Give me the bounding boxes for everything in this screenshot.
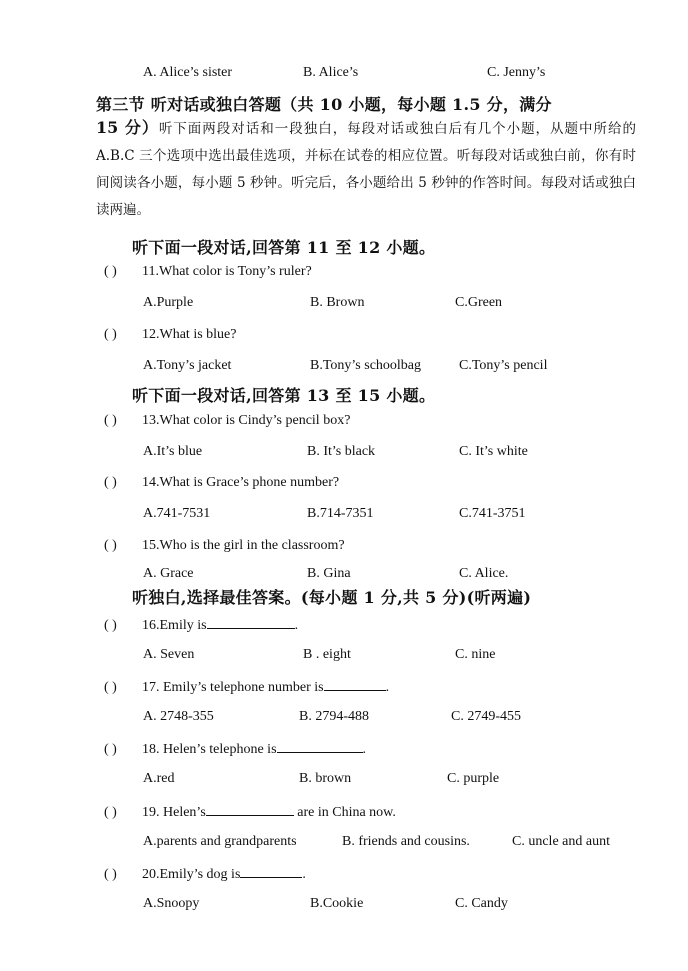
question-17 <box>104 678 389 696</box>
question-tail: . <box>302 867 306 882</box>
answer-blank[interactable] <box>277 740 363 753</box>
question-text: 15.Who is the girl in the classroom? <box>142 538 345 553</box>
question-text: 13.What color is Cindy’s pencil box? <box>142 413 351 428</box>
question-18 <box>104 740 366 758</box>
section-title: 第三节 听对话或独白答题（共 10 小题，每小题 1.5 分，满分 <box>96 95 552 114</box>
q17-option-a: A. 2748-355 <box>143 709 214 724</box>
question-15 <box>104 538 345 554</box>
question-11 <box>104 264 312 280</box>
q15-option-b: B. Gina <box>307 566 351 581</box>
q11-option-c: C.Green <box>455 295 503 310</box>
q18-option-c: C. purple <box>447 771 500 786</box>
q19-option-b: B. friends and cousins. <box>342 834 470 849</box>
answer-blank[interactable] <box>207 616 295 629</box>
question-tail: . <box>385 680 390 695</box>
q17-option-c: C. 2749-455 <box>451 709 521 724</box>
q16-option-c: C. nine <box>455 647 496 662</box>
q17-option-b: B. 2794-488 <box>299 709 369 724</box>
q18-option-b: B. brown <box>299 771 352 786</box>
question-tail: . <box>362 742 367 757</box>
q11-option-a: A.Purple <box>143 295 194 310</box>
answer-paren[interactable]: ( ) <box>104 618 117 633</box>
question-19 <box>104 803 396 821</box>
question-14 <box>104 475 339 491</box>
q14-option-b: B.714-7351 <box>307 506 374 521</box>
answer-paren[interactable]: ( ) <box>104 680 117 695</box>
question-text: 11.What color is Tony’s ruler? <box>142 264 312 279</box>
question-tail: are in China now. <box>293 805 396 820</box>
answer-paren[interactable]: ( ) <box>104 413 117 428</box>
q18-option-a: A.red <box>143 771 175 786</box>
question-13 <box>104 413 350 429</box>
q13-option-c: C. It’s white <box>459 444 528 459</box>
q12-option-b: B.Tony’s schoolbag <box>310 358 422 373</box>
q14-option-c: C.741-3751 <box>459 506 526 521</box>
question-text: 20.Emily’s dog is <box>142 867 241 882</box>
answer-blank[interactable] <box>240 865 302 878</box>
option-a: A. Alice’s sister <box>143 65 233 80</box>
question-16 <box>104 616 298 634</box>
q13-option-b: B. It’s black <box>307 444 376 459</box>
section-instructions <box>96 114 636 224</box>
q13-option-a: A.It’s blue <box>143 444 203 459</box>
q19-option-c: C. uncle and aunt <box>512 834 610 849</box>
question-12 <box>104 327 236 343</box>
q20-option-b: B.Cookie <box>310 896 364 911</box>
instructions-text: 听下面两段对话和一段独白，每段对话或独白后有几个小题，从题中所给的 A.B.C 三个选项中选出最佳选项，并标在试卷的相应位置。听每段对话或独白前，你有时间阅读各小题，每小题 5 秒钟。听完后，各小题给出 5 秒钟的作答时间。每段对话或独白读两遍。 <box>96 121 636 218</box>
question-text: 19. Helen’s <box>142 805 206 820</box>
option-b: B. Alice’s <box>303 65 359 80</box>
answer-paren[interactable]: ( ) <box>104 538 117 553</box>
answer-paren[interactable]: ( ) <box>104 805 117 820</box>
question-text: 16.Emily is <box>142 618 207 633</box>
option-c: C. Jenny’s <box>487 65 546 80</box>
q15-option-a: A. Grace <box>143 566 194 581</box>
answer-paren[interactable]: ( ) <box>104 867 117 882</box>
question-text: 12.What is blue? <box>142 327 237 342</box>
answer-paren[interactable]: ( ) <box>104 327 117 342</box>
q16-option-b: B . eight <box>303 647 351 662</box>
q12-option-a: A.Tony’s jacket <box>143 358 232 373</box>
question-tail: . <box>294 618 299 633</box>
q12-option-c: C.Tony’s pencil <box>459 358 548 373</box>
q11-option-b: B. Brown <box>310 295 365 310</box>
q14-option-a: A.741-7531 <box>143 506 211 521</box>
group-heading-2: 听下面一段对话,回答第 13 至 15 小题。 <box>132 386 436 405</box>
question-text: 14.What is Grace’s phone number? <box>142 475 340 490</box>
q16-option-a: A. Seven <box>143 647 195 662</box>
question-text: 17. Emily’s telephone number is <box>142 680 324 695</box>
group-heading-1: 听下面一段对话,回答第 11 至 12 小题。 <box>132 238 436 257</box>
q19-option-a: A.parents and grandparents <box>143 834 297 849</box>
q20-option-c: C. Candy <box>455 896 508 911</box>
section-title-continued: 15 分） <box>96 118 159 137</box>
answer-paren[interactable]: ( ) <box>104 475 117 490</box>
answer-paren[interactable]: ( ) <box>104 264 117 279</box>
q20-option-a: A.Snoopy <box>143 896 200 911</box>
question-text: 18. Helen’s telephone is <box>142 742 277 757</box>
answer-paren[interactable]: ( ) <box>104 742 117 757</box>
q15-option-c: C. Alice. <box>459 566 509 581</box>
answer-blank[interactable] <box>324 678 386 691</box>
group-heading-3: 听独白,选择最佳答案。(每小题 1 分,共 5 分)(听两遍) <box>132 588 532 607</box>
answer-blank[interactable] <box>206 803 294 816</box>
question-20 <box>104 865 306 883</box>
